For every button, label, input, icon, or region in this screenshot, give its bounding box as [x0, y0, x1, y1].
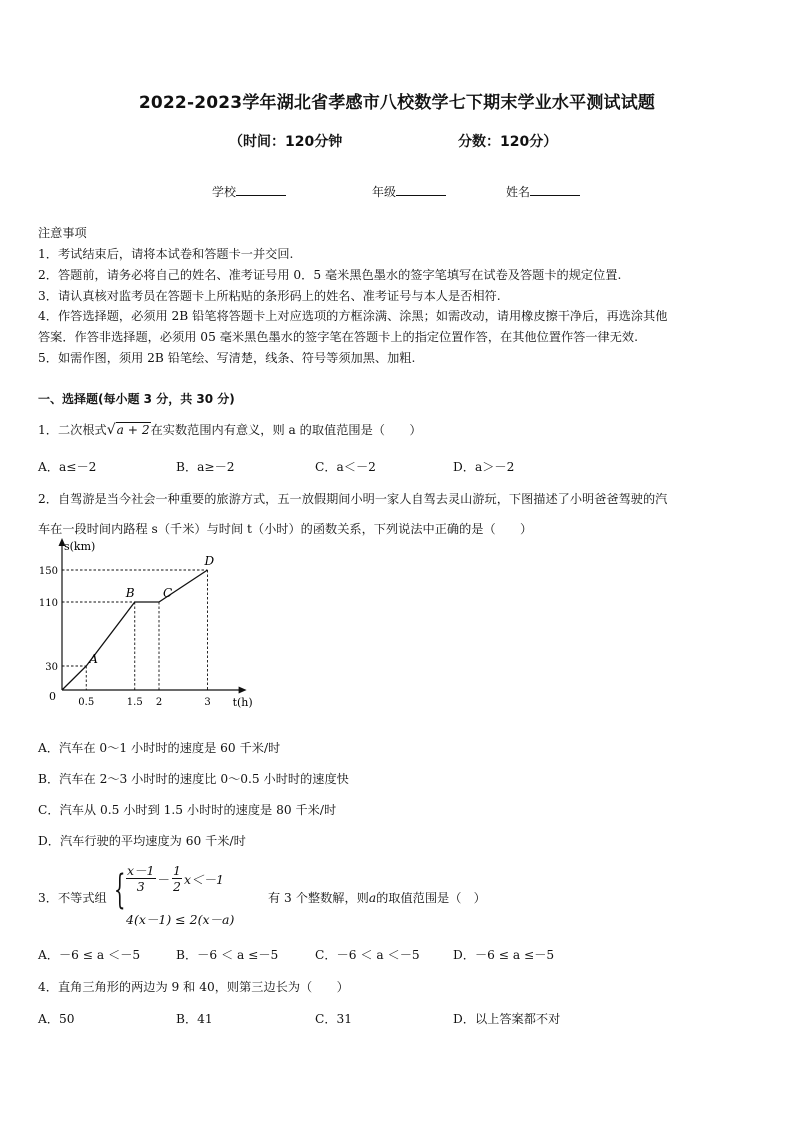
notice-item: 1．考试结束后，请将本试卷和答题卡一并交回.	[38, 247, 294, 261]
question-1-stem	[38, 421, 422, 438]
q1-option-c: C．a＜－2	[315, 460, 376, 474]
y-tick-label: 30	[45, 662, 58, 673]
q3-var-a: a	[368, 891, 377, 905]
notice-item: 2．答题前，请务必将自己的姓名、准考证号用 0．5 毫米黑色墨水的签字笔填写在试卷及答题卡的规定位置.	[38, 268, 622, 282]
section-heading: 一、选择题(每小题 3 分，共 30 分)	[38, 392, 235, 406]
q4-option-c: C．31	[315, 1012, 353, 1026]
exam-time: （时间：120分钟	[229, 134, 343, 150]
grade-blank	[396, 183, 446, 196]
q1-radicand: a + 2	[116, 423, 150, 437]
q4-option-b: B．41	[176, 1012, 213, 1026]
distance-time-graph	[30, 540, 270, 718]
q3-pre: 3．不等式组	[38, 891, 107, 905]
question-2-line1: 2．自驾游是当今社会一种重要的旅游方式，五一放假期间小明一家人自驾去灵山游玩，下图描述了小明爸爸驾驶的汽	[38, 492, 668, 506]
q1-option-b: B．a≥－2	[176, 460, 235, 474]
name-field	[506, 183, 580, 200]
x-tick-label: 3	[204, 697, 211, 708]
q4-option-a: A．50	[38, 1012, 75, 1026]
q2-option-b: B．汽车在 2～3 小时时的速度比 0～0.5 小时时的速度快	[38, 772, 349, 786]
frac2-denominator: 2	[173, 879, 181, 894]
ineq2: 4(x－1) ≤ 2(x－a)	[126, 912, 235, 927]
grade-label: 年级	[372, 185, 397, 199]
notice-item: 4．作答选择题，必须用 2B 铅笔将答题卡上对应选项的方框涂满、涂黑；如需改动，请用橡皮擦干净后，再选涂其他	[38, 309, 668, 323]
x-tick-label: 2	[155, 697, 163, 708]
name-label: 姓名	[506, 185, 531, 199]
frac2-numerator: 1	[173, 863, 181, 878]
x-axis-arrow	[239, 687, 247, 694]
origin-label: 0	[49, 690, 56, 703]
x-tick-label: 0.5	[78, 697, 95, 708]
question-2-line2: 车在一段时间内路程 s（千米）与时间 t（小时）的函数关系，下列说法中正确的是（ ）	[38, 522, 533, 536]
q2-option-a: A．汽车在 0～1 小时时的速度是 60 千米/时	[38, 741, 281, 755]
system-brace: {	[114, 867, 126, 913]
y-tick-label: 150	[38, 566, 58, 577]
y-tick-label: 110	[38, 598, 58, 609]
q4-option-d: D．以上答案都不对	[453, 1012, 561, 1026]
question-4-stem: 4．直角三角形的两边为 9 和 40，则第三边长为（ ）	[38, 980, 349, 994]
q2-option-c: C．汽车从 0.5 小时到 1.5 小时时的速度是 80 千米/时	[38, 803, 337, 817]
x-tick-label: 1.5	[126, 697, 143, 708]
grade-field	[372, 183, 446, 200]
q1-post: 在实数范围内有意义，则 a 的取值范围是（ ）	[150, 423, 422, 437]
minus-sign: －	[157, 871, 171, 887]
notice-item: 5．如需作图，须用 2B 铅笔绘、写清楚，线条、符号等须加黑、加粗.	[38, 351, 416, 365]
q3-option-c: C．－6 ＜ a ＜－5	[315, 948, 420, 962]
frac1-denominator: 3	[136, 879, 145, 894]
q3-option-d: D．－6 ≤ a ≤－5	[453, 948, 555, 962]
sqrt-sign: √	[106, 422, 116, 438]
ineq1	[126, 863, 224, 894]
notice-item: 3．请认真核对监考员在答题卡上所粘贴的条形码上的姓名、准考证号与本人是否相符.	[38, 289, 501, 303]
school-label: 学校	[212, 185, 237, 199]
q2-option-d: D．汽车行驶的平均速度为 60 千米/时	[38, 834, 246, 848]
school-field	[212, 183, 286, 200]
point-label: C	[163, 586, 173, 600]
q1-pre: 1．二次根式	[38, 423, 107, 437]
frac1-numerator: x－1	[127, 863, 155, 878]
q3-option-b: B．－6 ＜ a ≤－5	[176, 948, 279, 962]
name-blank	[530, 183, 580, 196]
x-axis-label: t(h)	[232, 696, 253, 709]
q3-post-a: 有 3 个整数解，则	[268, 891, 369, 905]
q1-option-d: D．a＞－2	[453, 460, 515, 474]
point-label: B	[125, 586, 135, 600]
q3-option-a: A．－6 ≤ a ＜－5	[38, 948, 141, 962]
q3-post	[268, 889, 486, 906]
notice-item: 答案．作答非选择题，必须用 05 毫米黑色墨水的签字笔在答题卡上的指定位置作答，在其他位置作答一律无效.	[38, 330, 638, 344]
ineq1-rest: x＜－1	[183, 871, 224, 887]
point-label: D	[204, 554, 215, 568]
q1-option-a: A．a≤－2	[38, 460, 97, 474]
point-label: A	[89, 652, 98, 666]
exam-score: 分数：120分）	[458, 134, 558, 150]
page-title: 2022-2023学年湖北省孝感市八校数学七下期末学业水平测试试题	[138, 93, 656, 113]
y-axis-label: s(km)	[64, 540, 96, 553]
school-blank	[236, 183, 286, 196]
fraction-2	[172, 863, 182, 894]
q3-post-b: 的取值范围是（ ）	[376, 891, 486, 905]
notice-heading: 注意事项	[38, 226, 87, 240]
fraction-1	[126, 863, 156, 894]
